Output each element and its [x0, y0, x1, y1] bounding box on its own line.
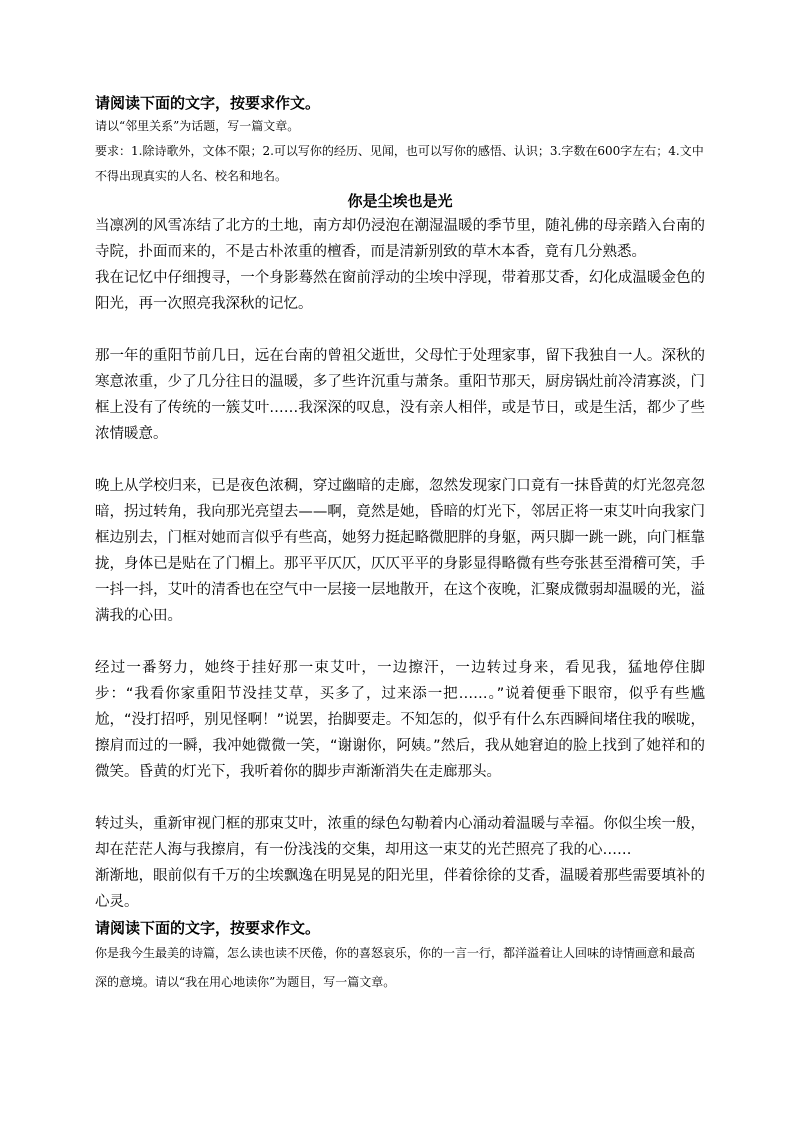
essay-paragraph: 经过一番努力，她终于挂好那一束艾叶，一边擦汗，一边转过身来，看见我，猛地停住脚步：“我看你家重阳节没挂艾草，买多了，过来添一把……。”说着便垂下眼帘，似乎有些尴尬，“没打招呼，别见怪啊！”说罢，抬脚要走。不知怎的，似乎有什么东西瞬间堵住我的喉咙，擦肩而过的一瞬，我冲她微微一笑，“谢谢你，阿姨。”然后，我从她窘迫的脸上找到了她祥和的微笑。昏黄的灯光下，我听着你的脚步声渐渐消失在走廊那头。: [95, 660, 705, 780]
section-heading: 请阅读下面的文字，按要求作文。: [95, 94, 321, 112]
essay-paragraph: 当凛冽的风雪冻结了北方的土地，南方却仍浸泡在潮湿温暖的季节里，随礼佛的母亲踏入台南的寺院，扑面而来的，不是古朴浓重的檀香，而是清新别致的草木本香，竟有几分熟悉。: [95, 218, 705, 260]
essay-paragraph: 转过头，重新审视门框的那束艾叶，浓重的绿色勾勒着内心涌动着温暖与幸福。你似尘埃一般，却在茫茫人海与我擦肩，有一份浅浅的交集，却用这一束艾的光芒照亮了我的心……: [95, 816, 705, 858]
essay-paragraph: 晚上从学校归来，已是夜色浓稠，穿过幽暗的走廊，忽然发现家门口竟有一抹昏黄的灯光忽亮忽暗，拐过转角，我向那光亮望去——啊，竟然是她，昏暗的灯光下，邻居正将一束艾叶向我家门框边别去，门框对她而言似乎有些高，她努力挺起略微肥胖的身躯，两只脚一跳一跳，向门框靠拢，身体已是贴在了门楣上。那平平仄仄，仄仄平平的身影显得略微有些夸张甚至滑稽可笑，手一抖一抖，艾叶的清香也在空气中一层接一层地散开，在这个夜晚，汇聚成微弱却温暖的光，溢满我的心田。: [95, 478, 705, 624]
paragraph-spacer: [95, 317, 705, 343]
essay-requirements: 要求：1.除诗歌外，文体不限；2.可以写你的经历、见闻，也可以写你的感悟、认识；3.字数在600字左右；4.文中不得出现真实的人名、校名和地名。: [95, 144, 704, 183]
document-content: [95, 92, 705, 997]
essay-prompt-2: 你是我今生最美的诗篇，怎么读也读不厌倦，你的喜怒哀乐，你的一言一行，都洋溢着让人回味的诗情画意和最高深的意境。请以“我在用心地读你”为题目，写一篇文章。: [95, 946, 696, 989]
paragraph-spacer: [95, 447, 705, 473]
essay-title: 你是尘埃也是光: [347, 192, 453, 210]
essay-paragraph: 那一年的重阳节前几日，远在台南的曾祖父逝世，父母忙于处理家事，留下我独自一人。深秋的寒意浓重，少了几分往日的温暖，多了些许沉重与萧条。重阳节那天，厨房锅灶前冷清寡淡，门框上没有了传统的一簇艾叶……我深深的叹息，没有亲人相伴，或是节日，或是生活，都少了些浓情暖意。: [95, 348, 705, 442]
essay-paragraph: 渐渐地，眼前似有千万的尘埃飘逸在明晃晃的阳光里，伴着徐徐的艾香，温暖着那些需要填补的心灵。: [95, 868, 705, 910]
essay-prompt: 请以“邻里关系”为话题，写一篇文章。: [95, 119, 300, 133]
paragraph-spacer: [95, 785, 705, 811]
essay-paragraph: 我在记忆中仔细搜寻，一个身影蓦然在窗前浮动的尘埃中浮现，带着那艾香，幻化成温暖金色的阳光，再一次照亮我深秋的记忆。: [95, 270, 705, 312]
section-heading-2: 请阅读下面的文字，按要求作文。: [95, 919, 321, 937]
paragraph-spacer: [95, 629, 705, 655]
